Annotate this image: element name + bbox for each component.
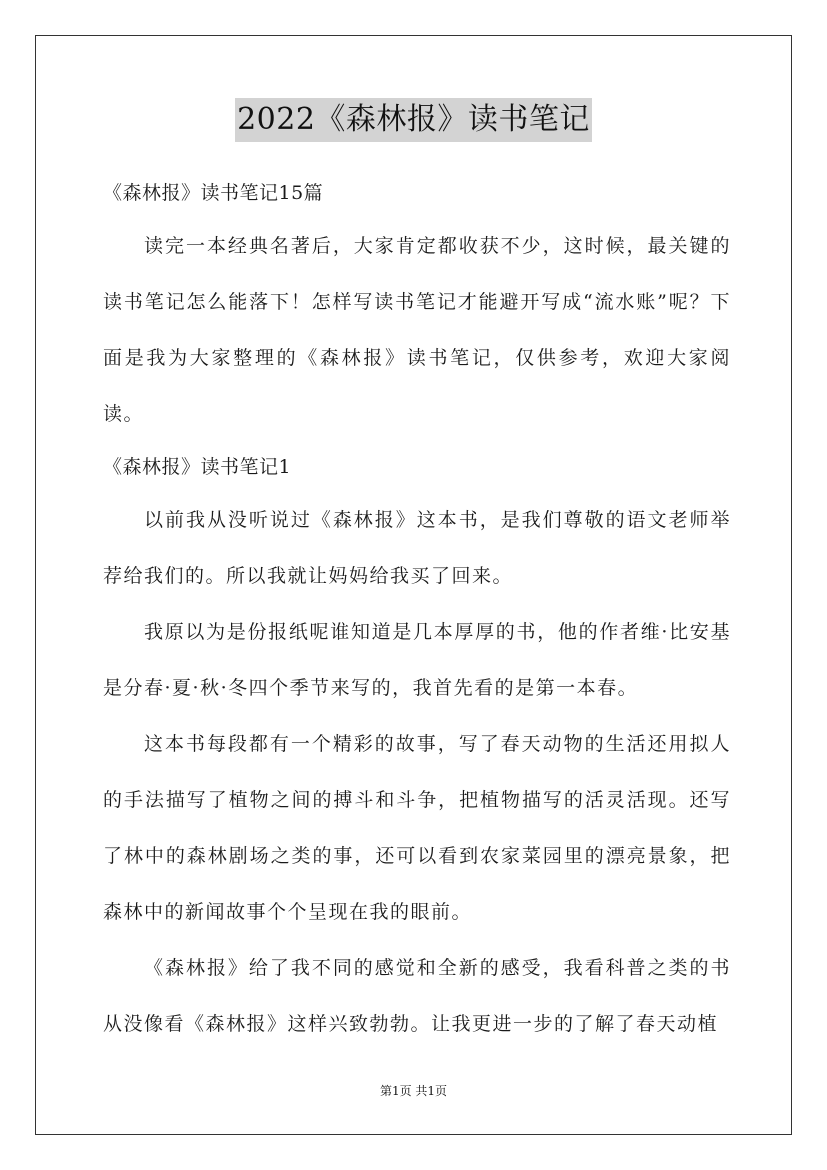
paragraph: 读完一本经典名著后，大家肯定都收获不少，这时候，最关键的读书笔记怎么能落下！怎样写读书笔记才能避开写成“流水账”呢？下面是我为大家整理的《森林报》读书笔记，仅供参考，欢迎大家阅读。 [103, 235, 731, 425]
paragraph: 以前我从没听说过《森林报》这本书，是我们尊敬的语文老师举荐给我们的。所以我就让妈妈给我买了回来。 [103, 509, 731, 587]
section-heading: 《森林报》读书笔记1 [103, 456, 292, 478]
document-title: 2022《森林报》读书笔记 [235, 98, 592, 142]
paragraph: 我原以为是份报纸呢谁知道是几本厚厚的书，他的作者维·比安基是分春·夏·秋·冬四个季节来写的，我首先看的是第一本春。 [103, 621, 731, 699]
paragraph: 《森林报》给了我不同的感觉和全新的感受，我看科普之类的书从没像看《森林报》这样兴致勃勃。让我更进一步的了解了春天动植 [103, 957, 731, 1035]
page-footer: 第1页 共1页 [379, 1084, 448, 1098]
document-body [103, 168, 731, 1052]
section-heading: 《森林报》读书笔记15篇 [103, 182, 324, 204]
title-container [0, 98, 827, 142]
paragraph: 这本书每段都有一个精彩的故事，写了春天动物的生活还用拟人的手法描写了植物之间的搏斗和斗争，把植物描写的活灵活现。还写了林中的森林剧场之类的事，还可以看到农家菜园里的漂亮景象，把森林中的新闻故事个个呈现在我的眼前。 [103, 733, 731, 923]
